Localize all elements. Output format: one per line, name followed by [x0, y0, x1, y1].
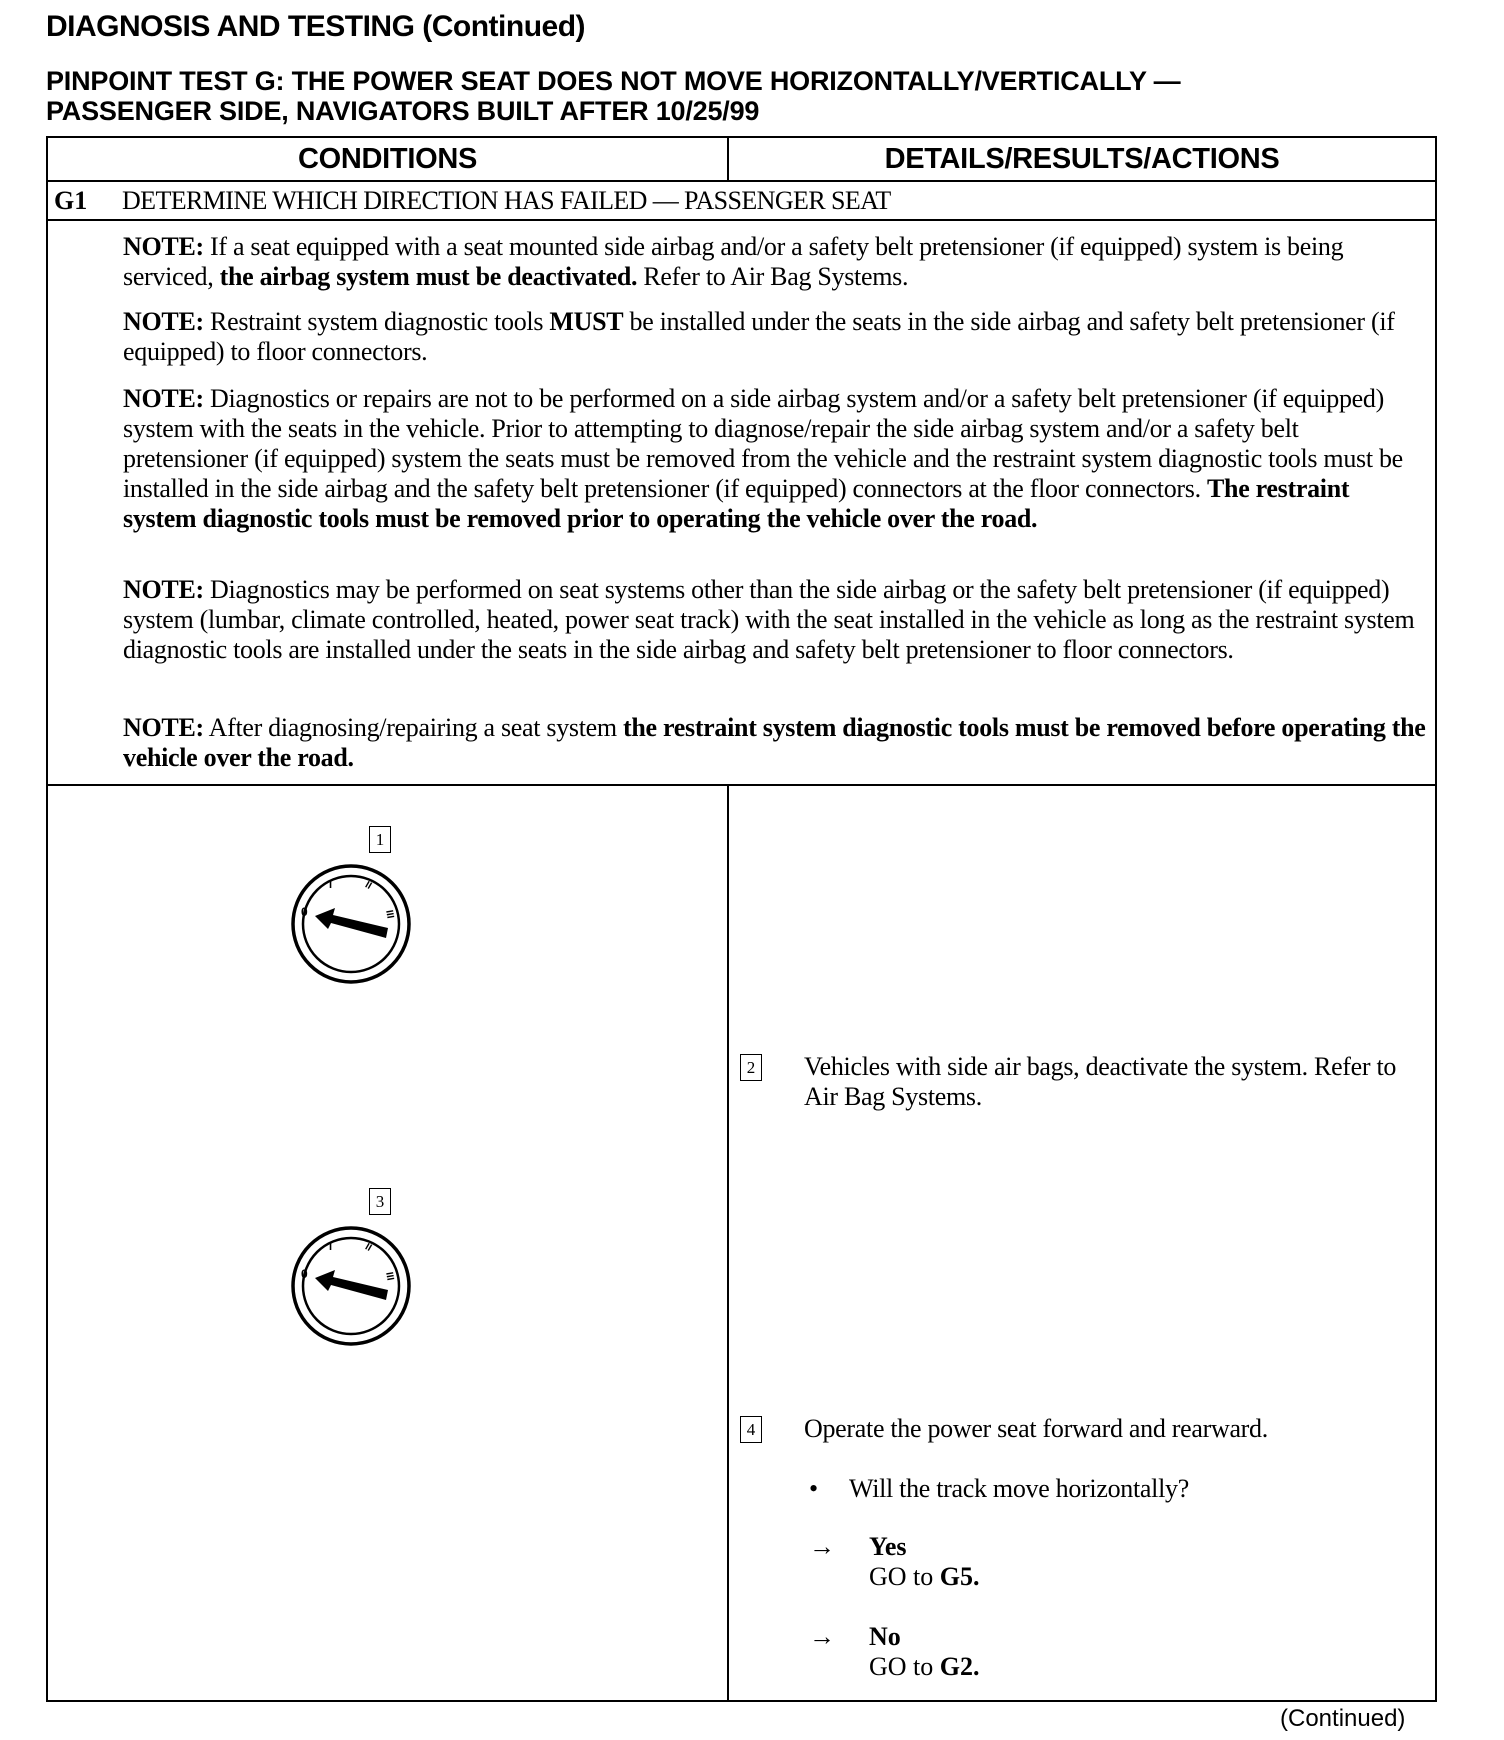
- ignition-position-label: III: [383, 1271, 396, 1282]
- ignition-position-label: II: [363, 1241, 374, 1254]
- ignition-position-label: 0: [301, 905, 308, 919]
- step-number-box: 3: [369, 1188, 391, 1215]
- details-actions: [729, 786, 1435, 1700]
- note-label: NOTE:: [123, 232, 204, 261]
- arrow-right-icon: →: [809, 1622, 835, 1651]
- details-column-header: DETAILS/RESULTS/ACTIONS: [729, 138, 1435, 182]
- ignition-switch-off-icon: [286, 1220, 416, 1350]
- note-label: NOTE:: [123, 384, 204, 413]
- ignition-position-label: III: [383, 909, 396, 920]
- notes-section: [48, 221, 1435, 786]
- continued-label: (Continued): [1280, 1705, 1406, 1732]
- note-3: NOTE: Diagnostics or repairs are not to be performed on a side airbag system and/or a safety belt pretensioner (if equipped) system with the seats in the vehicle. Prior to attempting to diagnose/repair the side airbag system and/or a safety belt pretensioner (if equipped) system the seats must be removed from the vehicle and the restraint system diagnostic tools must be installed in the side airbag and the safety belt pretensioner (if equipped) connectors at the floor connectors. The restraint system diagnostic tools must be removed prior to operating the vehicle over the road.: [123, 384, 1403, 533]
- note-4: NOTE: Diagnostics may be performed on seat systems other than the side airbag or the safety belt pretensioner (if equipped) system (lumbar, climate controlled, heated, power seat track) with the seat installed in the vehicle as long as the restraint system diagnostic tools are installed under the seats in the side airbag and safety belt pretensioner to floor connectors.: [123, 575, 1415, 664]
- note-label: NOTE:: [123, 307, 204, 336]
- step-number-box: 2: [740, 1054, 762, 1081]
- step-number-box: 4: [740, 1416, 762, 1443]
- conditions-illustrations: [48, 786, 729, 1700]
- ignition-position-label: I: [329, 1241, 333, 1253]
- answer-label: No: [869, 1622, 901, 1651]
- ignition-position-label: II: [363, 879, 374, 892]
- step-id: G1: [54, 186, 88, 215]
- step-number-box: 1: [369, 826, 391, 853]
- step-4-text: Operate the power seat forward and rearward.: [804, 1414, 1268, 1443]
- answer-no: No GO to G2.: [869, 1622, 980, 1681]
- conditions-column-header: CONDITIONS: [48, 138, 729, 182]
- step-g1-row: [48, 182, 1435, 221]
- bullet-icon: •: [809, 1474, 819, 1503]
- ignition-position-label: 0: [301, 1267, 308, 1281]
- answer-yes: Yes GO to G5.: [869, 1532, 980, 1591]
- test-title-line-2: PASSENGER SIDE, NAVIGATORS BUILT AFTER 10/25/99: [46, 96, 760, 126]
- test-title-line-1: PINPOINT TEST G: THE POWER SEAT DOES NOT MOVE HORIZONTALLY/VERTICALLY —: [46, 66, 1181, 96]
- arrow-right-icon: →: [809, 1532, 835, 1561]
- step-title: DETERMINE WHICH DIRECTION HAS FAILED — PASSENGER SEAT: [122, 186, 891, 215]
- question-text: Will the track move horizontally?: [849, 1474, 1189, 1503]
- ignition-position-label: I: [329, 879, 333, 891]
- step-2-text: Vehicles with side air bags, deactivate the system. Refer to Air Bag Systems.: [804, 1052, 1397, 1111]
- note-label: NOTE:: [123, 575, 204, 604]
- note-5: NOTE: After diagnosing/repairing a seat system the restraint system diagnostic tools must be removed before operating the vehicle over the road.: [123, 713, 1426, 772]
- pinpoint-test-table: [46, 136, 1437, 1702]
- page-title: DIAGNOSIS AND TESTING (Continued): [46, 10, 586, 43]
- note-1: NOTE: If a seat equipped with a seat mounted side airbag and/or a safety belt pretensioner (if equipped) system is being serviced, the airbag system must be deactivated. Refer to Air Bag Systems.: [123, 232, 1344, 291]
- note-2: NOTE: Restraint system diagnostic tools MUST be installed under the seats in the side airbag and safety belt pretensioner (if equipped) to floor connectors.: [123, 307, 1395, 366]
- answer-label: Yes: [869, 1532, 907, 1561]
- note-label: NOTE:: [123, 713, 204, 742]
- ignition-switch-off-icon: [286, 858, 416, 988]
- pinpoint-test-title: [46, 66, 1466, 126]
